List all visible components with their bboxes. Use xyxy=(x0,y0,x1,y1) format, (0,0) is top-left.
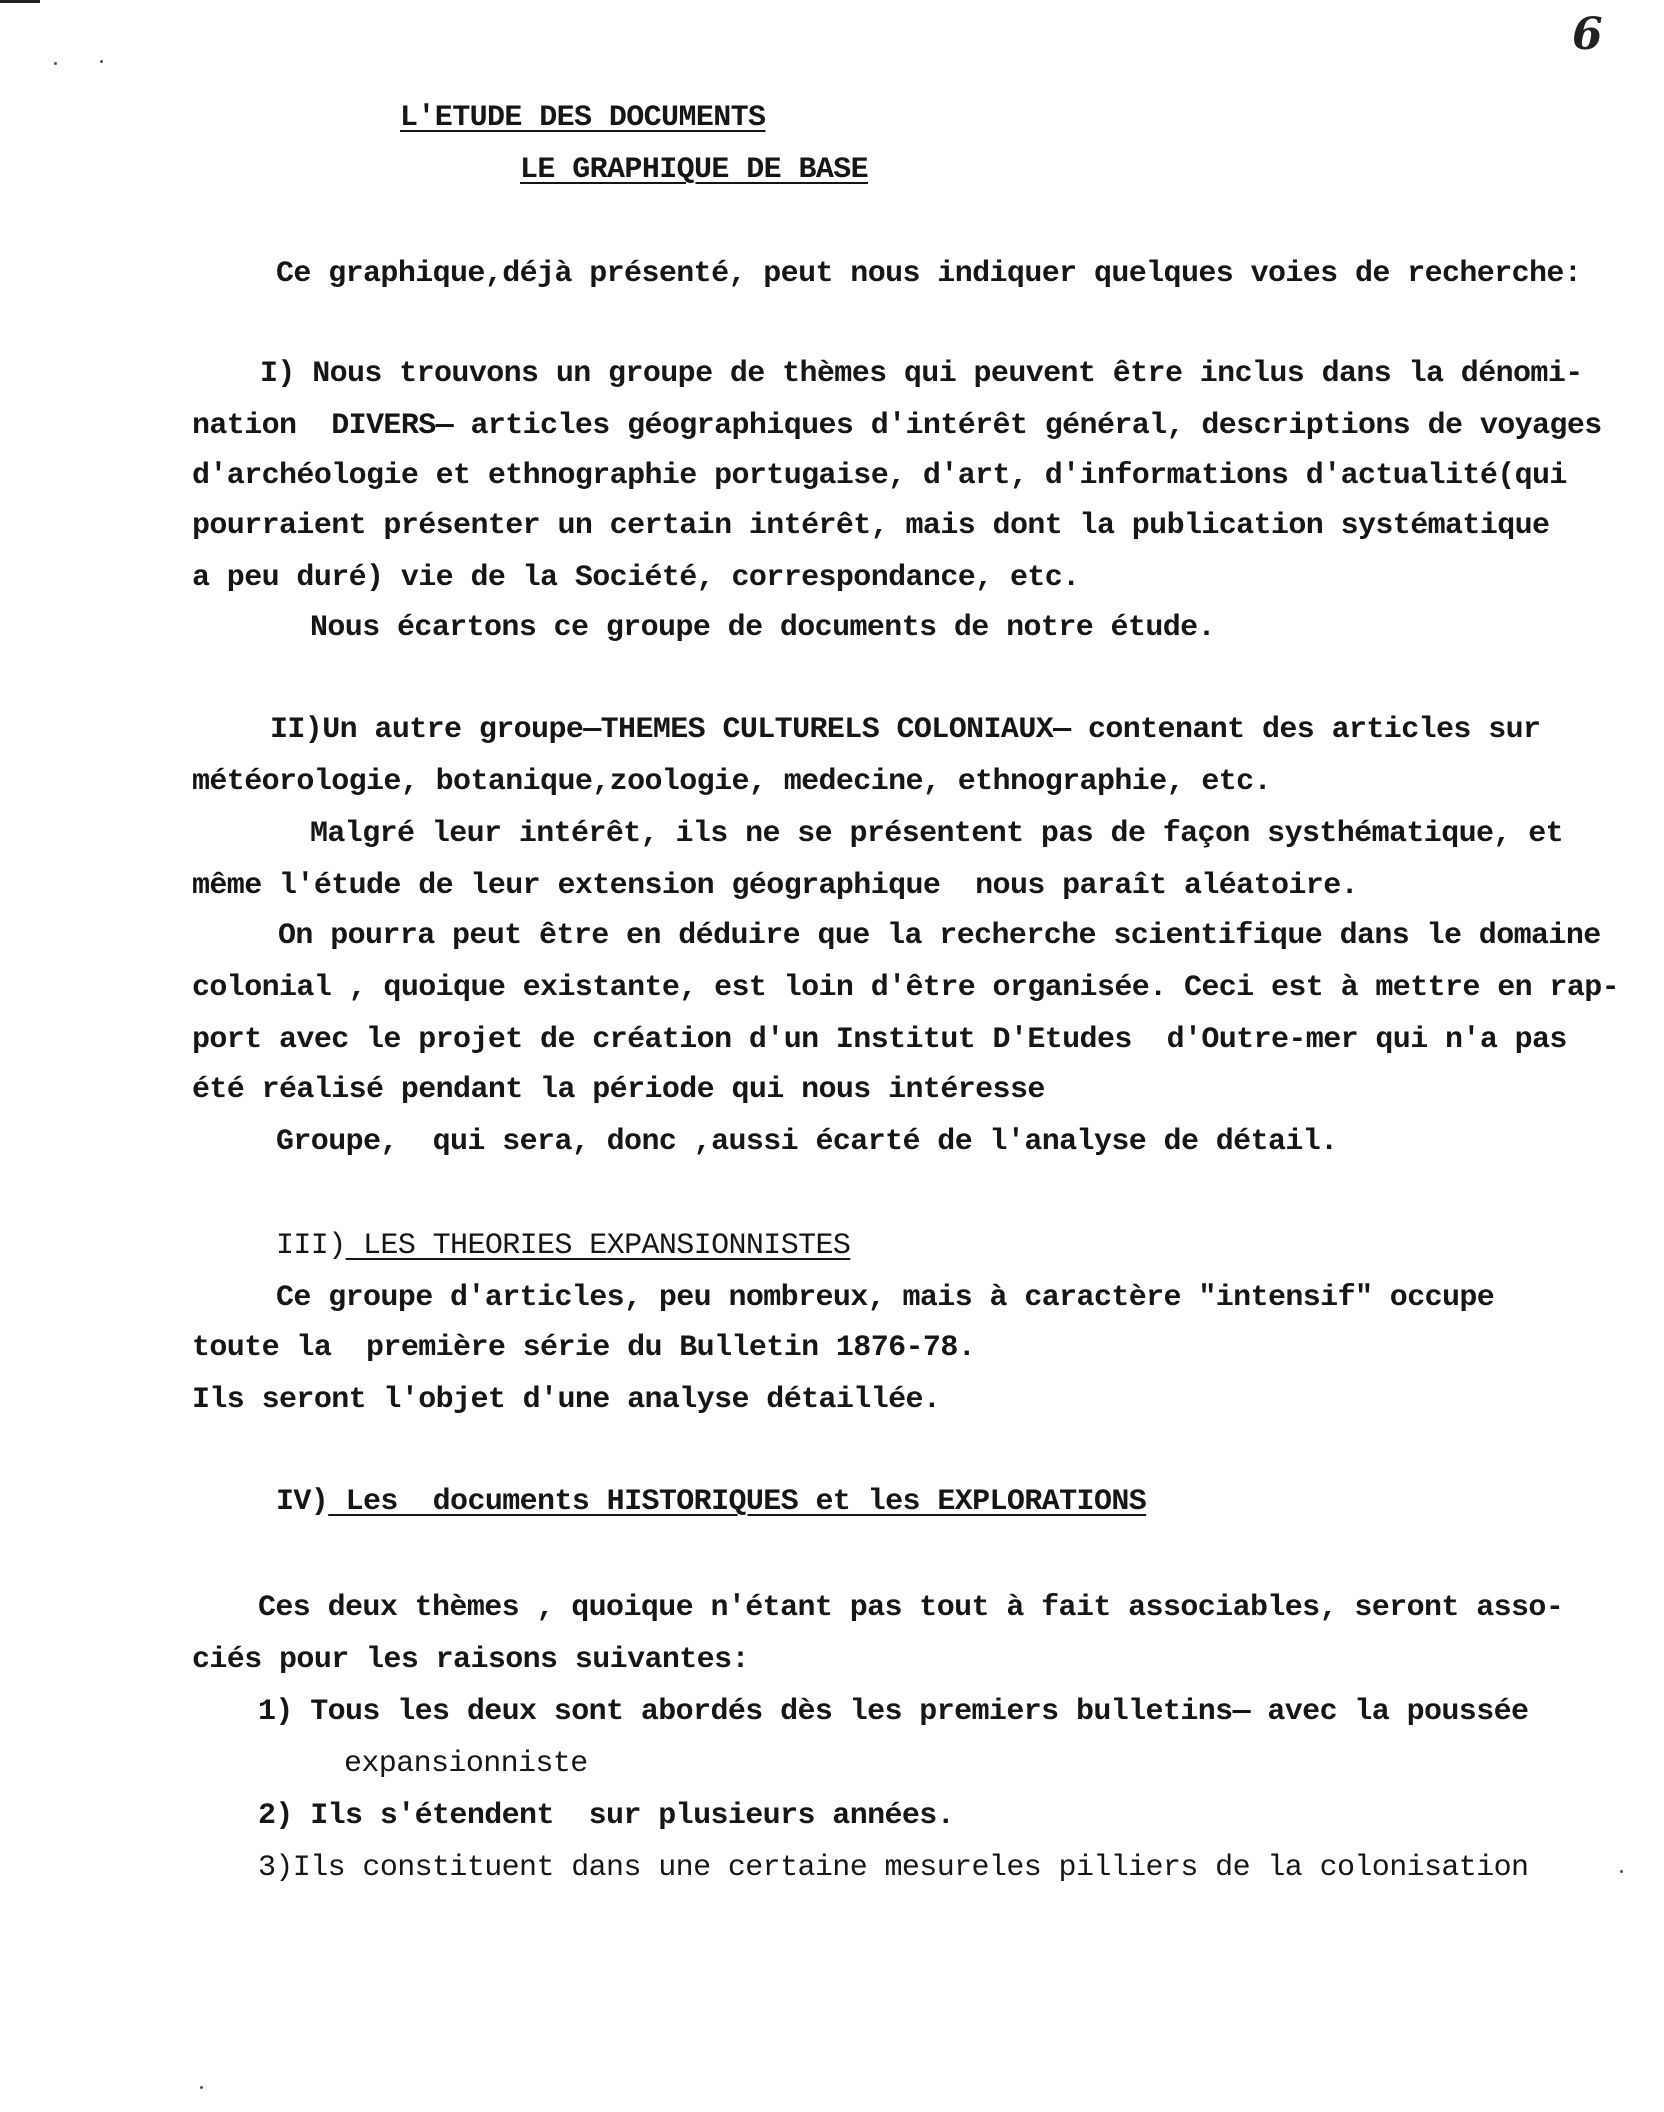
list-item-continuation: expansionniste xyxy=(344,1747,588,1781)
section-4-line: Ces deux thèmes , quoique n'étant pas tout à fait associables, seront asso- xyxy=(258,1591,1564,1625)
title-line-2: LE GRAPHIQUE DE BASE xyxy=(520,153,869,187)
section-2-line: Groupe, qui sera, donc ,aussi écarté de l'analyse de détail. xyxy=(276,1125,1338,1159)
list-item: 3)Ils constituent dans une certaine mesureles pilliers de la colonisation xyxy=(258,1851,1529,1885)
list-item: 1) Tous les deux sont abordés dès les premiers bulletins— avec la poussée xyxy=(258,1695,1529,1729)
section-1-line: nation DIVERS— articles géographiques d'intérêt général, descriptions de voyages xyxy=(192,409,1602,443)
scan-speck xyxy=(54,62,57,65)
section-1-line: a peu duré) vie de la Société, correspondance, etc. xyxy=(192,561,1080,595)
section-2-line: port avec le projet de création d'un Institut D'Etudes d'Outre-mer qui n'a pas xyxy=(192,1023,1567,1057)
scan-speck xyxy=(1620,1870,1623,1873)
section-2-line: météorologie, botanique,zoologie, medecine, ethnographie, etc. xyxy=(192,765,1271,799)
page-number: 6 xyxy=(1572,9,1603,60)
section-3-line: toute la première série du Bulletin 1876-78. xyxy=(192,1331,976,1365)
section-1-line: pourraient présenter un certain intérêt, mais dont la publication systématique xyxy=(192,509,1550,543)
section-2-line: Malgré leur intérêt, ils ne se présentent pas de façon systhématique, et xyxy=(310,817,1564,851)
section-1-line: I) Nous trouvons un groupe de thèmes qui peuvent être inclus dans la dénomi- xyxy=(260,357,1583,391)
section-1-line: Nous écartons ce groupe de documents de notre étude. xyxy=(310,611,1215,645)
section-2-line: même l'étude de leur extension géographique nous paraît aléatoire. xyxy=(192,869,1358,903)
section-4-line: ciés pour les raisons suivantes: xyxy=(192,1643,749,1677)
section-1-line: d'archéologie et ethnographie portugaise, d'art, d'informations d'actualité(qui xyxy=(192,459,1567,493)
section-4-title: Les documents HISTORIQUES et les EXPLORATIONS xyxy=(328,1485,1147,1519)
intro-paragraph: Ce graphique,déjà présenté, peut nous indiquer quelques voies de recherche: xyxy=(276,257,1582,291)
scan-speck xyxy=(200,2086,203,2089)
scan-edge-mark xyxy=(0,0,40,3)
section-3-number: III) xyxy=(276,1229,346,1263)
section-3-line: Ce groupe d'articles, peu nombreux, mais à caractère "intensif" occupe xyxy=(276,1281,1495,1315)
section-4-heading xyxy=(276,1484,1146,1520)
list-item: 2) Ils s'étendent sur plusieurs années. xyxy=(258,1799,955,1833)
section-2-line: On pourra peut être en déduire que la recherche scientifique dans le domaine xyxy=(278,919,1601,953)
section-2-line: colonial , quoique existante, est loin d'être organisée. Ceci est à mettre en rap- xyxy=(192,971,1620,1005)
section-3-line: Ils seront l'objet d'une analyse détaillée. xyxy=(192,1383,941,1417)
section-3-title: LES THEORIES EXPANSIONNISTES xyxy=(345,1229,851,1263)
scan-speck xyxy=(100,60,103,63)
section-2-line: été réalisé pendant la période qui nous intéresse xyxy=(192,1073,1045,1107)
section-4-number: IV) xyxy=(276,1485,329,1519)
section-3-heading xyxy=(276,1228,850,1264)
section-2-line: II)Un autre groupe—THEMES CULTURELS COLONIAUX— contenant des articles sur xyxy=(270,713,1541,747)
title-line-1: L'ETUDE DES DOCUMENTS xyxy=(400,101,766,135)
